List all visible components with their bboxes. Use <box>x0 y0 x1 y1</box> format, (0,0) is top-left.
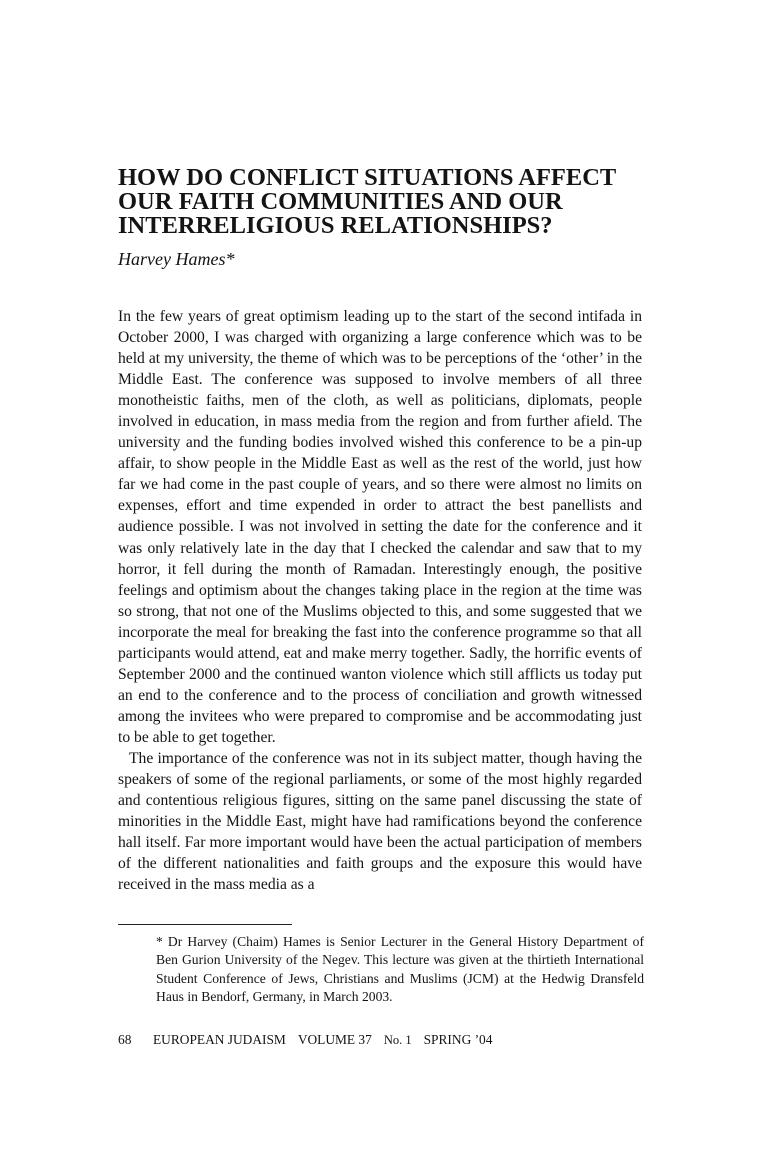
footnote-divider <box>118 924 292 925</box>
page-number: 68 <box>118 1032 132 1047</box>
journal-issue: No. 1 <box>383 1033 412 1047</box>
article-body <box>118 306 642 895</box>
article-title-line: HOW DO CONFLICT SITUATIONS AFFECT <box>118 164 617 191</box>
journal-season: SPRING ’04 <box>423 1032 493 1047</box>
body-paragraph: In the few years of great optimism leading up to the start of the second intifada in October 2000, I was charged with organizing a large conference which was to be held at my university, the theme of which was to be perceptions of the ‘other’ in the Middle East. The conference was supposed to involve members of all three monotheistic faiths, men of the cloth, as well as politicians, diplomats, people involved in education, in mass media from the region and from further afield. The university and the funding bodies involved wished this conference to be a pin-up affair, to show people in the Middle East as well as the rest of the world, just how far we had come in the past couple of years, and so there were almost no limits on expenses, effort and time expended in order to attract the best panellists and audience possible. I was not involved in setting the date for the conference and it was only relatively late in the day that I checked the calendar and saw that to my horror, it fell during the month of Ramadan. Interestingly enough, the positive feelings and optimism about the changes taking place in the region at the time was so strong, that not one of the Muslims objected to this, and some suggested that we incorporate the meal for breaking the fast into the conference programme so that all participants would attend, eat and make merry together. Sadly, the horrific events of September 2000 and the continued wanton violence which still afflicts us today put an end to the conference and to the process of conciliation and growth witnessed among the invitees who were prepared to compromise and be accommodating just to be able to get together. <box>118 308 642 746</box>
body-paragraph: The importance of the conference was not in its subject matter, though having the speakers of some of the regional parliaments, or some of the most highly regarded and contentious religious figures, sitting on the same panel discussing the state of minorities in the Middle East, might have had ramifications beyond the conference hall itself. Far more important would have been the actual participation of members of the different nationalities and faith groups and the exposure this would have received in the mass media as a <box>118 749 642 894</box>
article-title-line: INTERRELIGIOUS RELATIONSHIPS? <box>118 212 553 239</box>
page-footer <box>118 1032 492 1048</box>
footnote: * Dr Harvey (Chaim) Hames is Senior Lecturer in the General History Department of Ben Gurion University of the Negev. This lecture was given at the thirtieth International Student Conference of Jews, Christians and Muslims (JCM) at the Hedwig Dransfeld Haus in Bendorf, Germany, in March 2003. <box>156 934 644 1004</box>
journal-name: EUROPEAN JUDAISM <box>153 1032 286 1047</box>
article-title-line: OUR FAITH COMMUNITIES AND OUR <box>118 188 563 215</box>
journal-volume: VOLUME 37 <box>297 1032 372 1047</box>
article-title <box>118 166 678 238</box>
article-author: Harvey Hames* <box>118 249 235 269</box>
